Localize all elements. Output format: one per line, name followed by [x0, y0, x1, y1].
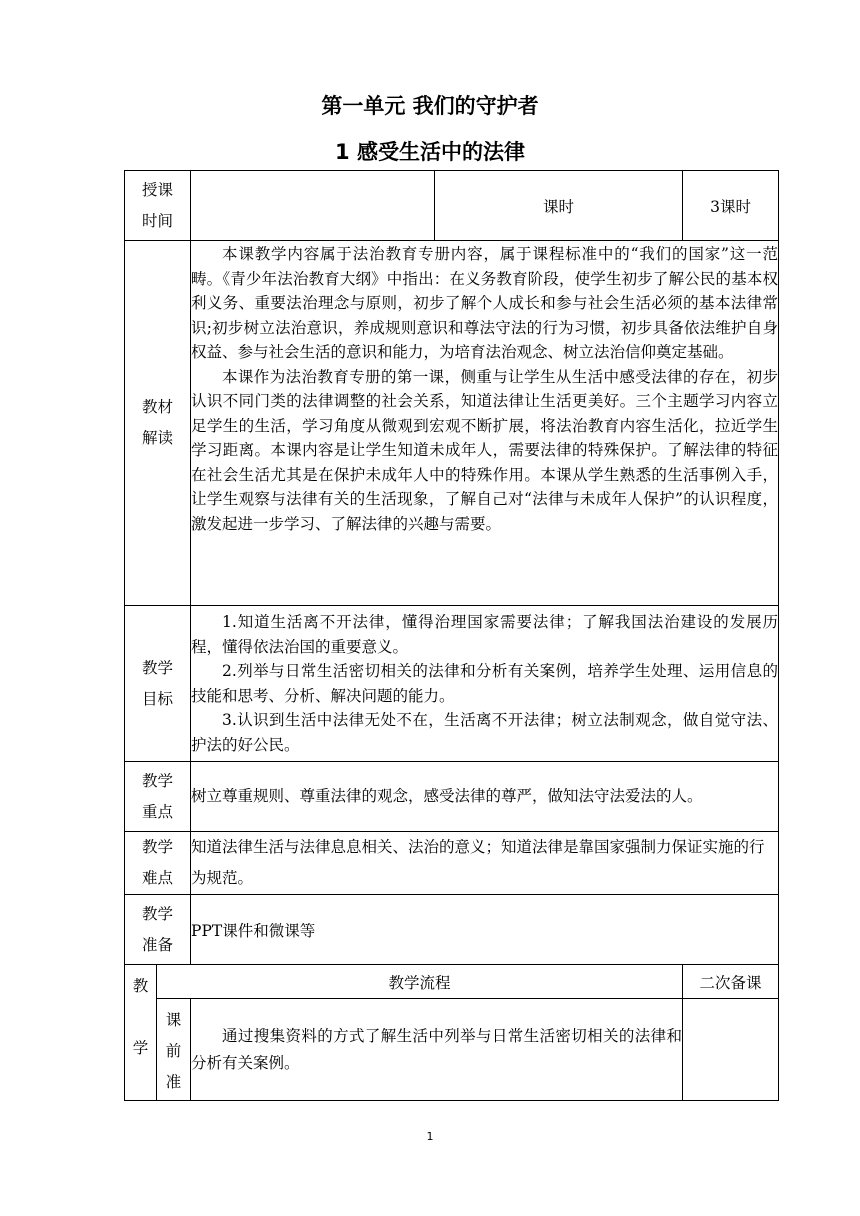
backup-header: 二次备课 — [683, 965, 779, 999]
backup-cell — [683, 999, 779, 1101]
row-textbook — [125, 241, 779, 606]
page-number: 1 — [426, 1130, 434, 1143]
hours-label: 课时 — [435, 171, 683, 241]
label-textbook: 教材 解读 — [125, 241, 191, 606]
label-goals: 教学 目标 — [125, 606, 191, 762]
goal-item: 1.知道生活离不开法律，懂得治理国家需要法律；了解我国法治建设的发展历程，懂得依法治国的重要意义。 — [191, 613, 779, 656]
label-key: 教学 重点 — [125, 762, 191, 832]
row-key — [125, 762, 779, 832]
row-goals — [125, 606, 779, 762]
preclass-text — [191, 999, 683, 1101]
label-difficulty: 教学 难点 — [125, 832, 191, 895]
unit-title: 第一单元 我们的守护者 — [321, 94, 539, 118]
row-time — [125, 171, 779, 241]
key-text: 树立尊重规则、尊重法律的观念，感受法律的尊严，做知法守法爱法的人。 — [191, 762, 779, 832]
goal-item: 3.认识到生活中法律无处不在，生活离不开法律；树立法制观念，做自觉守法、护法的好公民。 — [191, 711, 779, 754]
label-time: 授课 时间 — [125, 171, 191, 241]
lesson-title: 1 感受生活中的法律 — [335, 140, 525, 164]
label-process-side: 教 学 — [125, 965, 157, 1101]
goals-text — [191, 606, 779, 762]
textbook-text — [191, 241, 779, 606]
label-prep: 教学 准备 — [125, 895, 191, 965]
label-preclass: 课 前 准 — [157, 999, 191, 1101]
time-value — [191, 171, 435, 241]
row-difficulty — [125, 832, 779, 895]
goal-item: 2.列举与日常生活密切相关的法律和分析有关案例，培养学生处理、运用信息的技能和思考、分析、解决问题的能力。 — [191, 662, 779, 705]
row-process-header — [125, 965, 779, 999]
hours-value: 3课时 — [683, 171, 779, 241]
difficulty-text: 知道法律生活与法律息息相关、法治的意义；知道法律是靠国家强制力保证实施的行为规范。 — [191, 832, 779, 895]
prep-text: PPT课件和微课等 — [191, 895, 779, 965]
row-prep — [125, 895, 779, 965]
textbook-paragraph: 本课作为法治教育专册的第一课，侧重与让学生从生活中感受法律的存在，初步认识不同门类的法律调整的社会关系，知道法律让生活更美好。三个主题学习内容立足学生的生活，学习角度从微观到宏观不断扩展，将法治教育内容生活化，拉近学生学习距离。本课内容是让学生知道未成年人，需要法律的特殊保护。了解法律的特征在社会生活尤其是在保护未成年人中的特殊作用。本课从学生熟悉的生活事例入手，让学生观察与法律有关的生活现象，了解自己对“法律与未成年人保护”的认识程度，激发起进一步学习、了解法律的兴趣与需要。 — [191, 367, 779, 533]
preclass-paragraph: 通过搜集资料的方式了解生活中列举与日常生活密切相关的法律和分析有关案例。 — [191, 1026, 683, 1072]
textbook-paragraph: 本课教学内容属于法治教育专册内容，属于课程标准中的“我们的国家”这一范畴。《青少年法治教育大纲》中指出：在义务教育阶段，使学生初步了解公民的基本权利义务、重要法治理念与原则，初步了解个人成长和参与社会生活必须的基本法律常识;初步树立法治意识，养成规则意识和尊法守法的行为习惯，初步具备依法维护自身权益、参与社会生活的意识和能力，为培育法治观念、树立法治信仰奠定基础。 — [191, 245, 779, 361]
lesson-plan-table — [124, 170, 779, 1101]
process-header: 教学流程 — [157, 965, 683, 999]
row-preclass — [125, 999, 779, 1101]
